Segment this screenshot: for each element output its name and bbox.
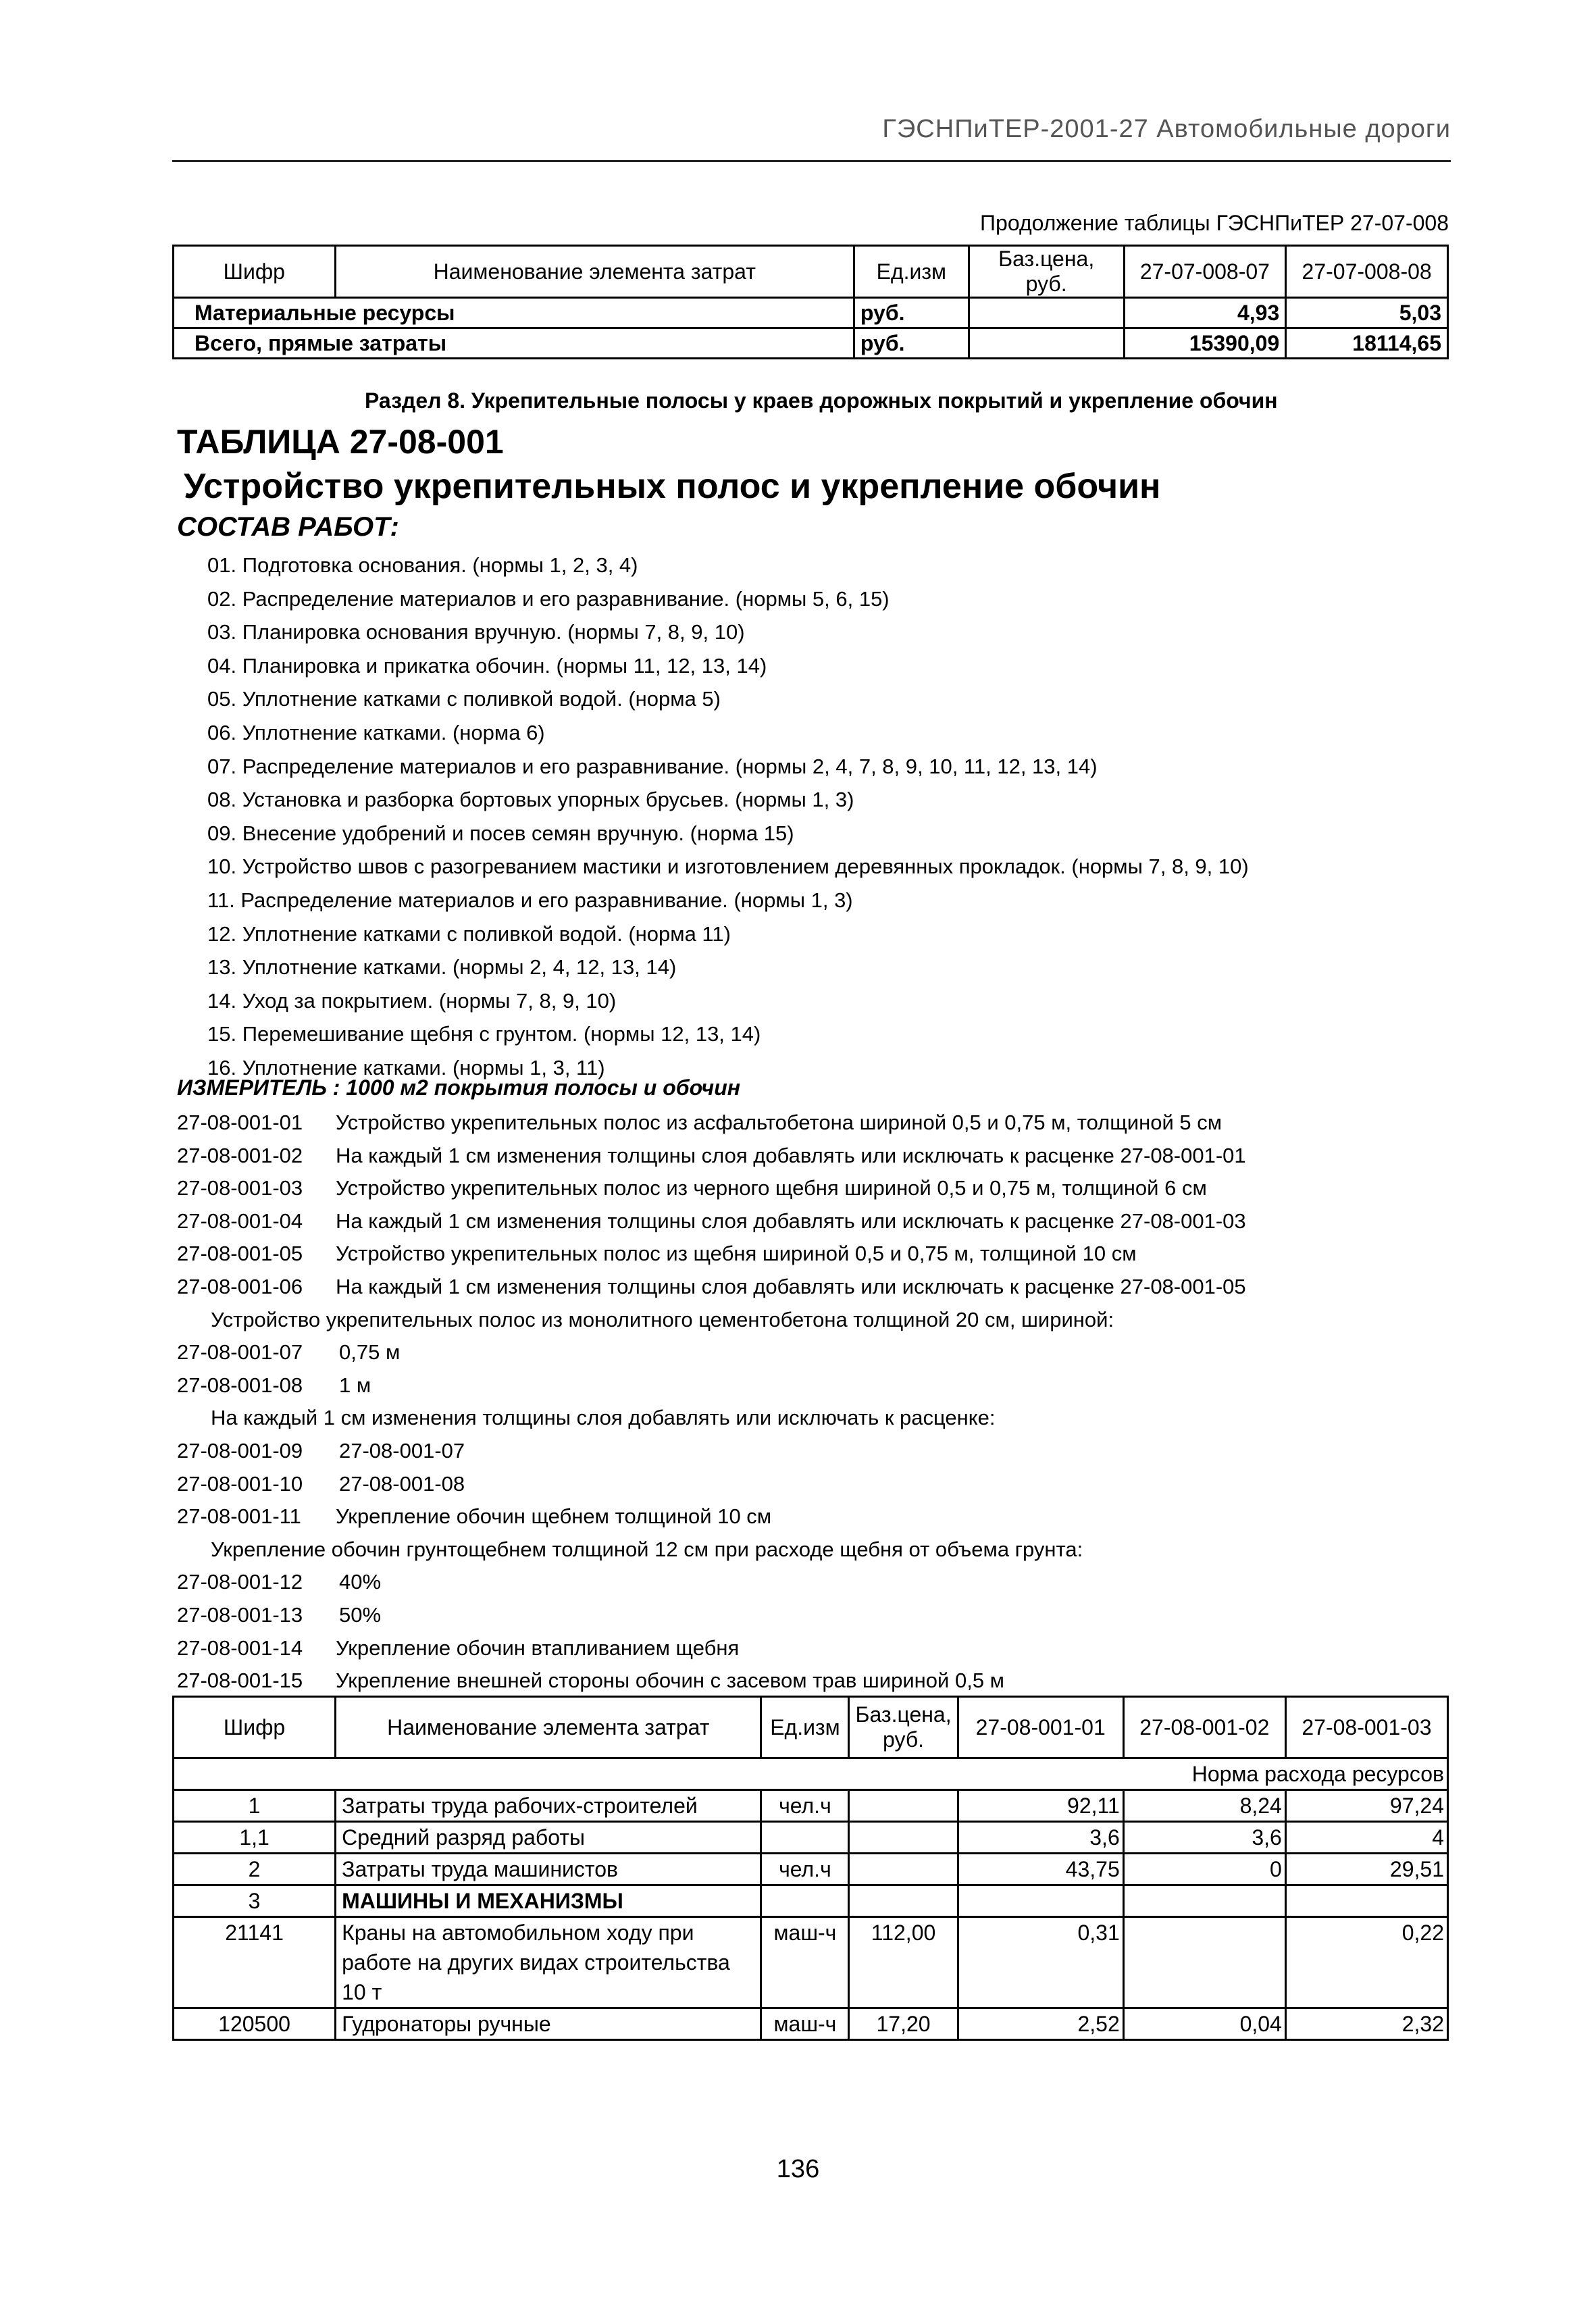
norm-description: На каждый 1 см изменения толщины слоя добавлять или исключать к расценке 27-08-001-01	[336, 1143, 1246, 1167]
norm-row	[177, 1271, 1246, 1304]
row-value: 2,52	[958, 2008, 1123, 2040]
norm-description: 27-08-001-07	[339, 1438, 465, 1463]
table-subtitle: Устройство укрепительных полос и укрепление обочин	[184, 467, 1161, 506]
norm-row	[177, 1468, 1246, 1501]
table-row	[174, 1885, 1448, 1917]
norm-description: На каждый 1 см изменения толщины слоя добавлять или исключать к расценке 27-08-001-03	[336, 1209, 1246, 1233]
page-number: 136	[776, 2155, 820, 2183]
header-cell: Ед.изм	[854, 246, 969, 298]
norm-row	[177, 1336, 1246, 1369]
row-value	[1123, 1917, 1285, 2008]
section-heading: Раздел 8. Укрепительные полосы у краев дорожных покрытий и укрепление обочин	[365, 388, 1278, 413]
work-item: 09. Внесение удобрений и посев семян вручную. (норма 15)	[207, 821, 794, 845]
row-value	[958, 1885, 1123, 1917]
top-table-header-row	[174, 246, 1448, 298]
work-item: 16. Уплотнение катками. (нормы 1, 3, 11)	[207, 1055, 605, 1079]
work-item: 10. Устройство швов с разогреванием мастики и изготовлением деревянных прокладок. (нормы 7, 8, 9, 10)	[207, 855, 1249, 879]
norm-code: 27-08-001-07	[177, 1340, 303, 1365]
norm-code: 27-08-001-03	[177, 1176, 303, 1200]
row-unit: чел.ч	[761, 1854, 849, 1885]
norm-description: Устройство укрепительных полос из черного щебня шириной 0,5 и 0,75 м, толщиной 6 см	[336, 1176, 1207, 1200]
row-label: Всего, прямые затраты	[174, 328, 854, 359]
resources-table	[172, 1696, 1449, 2041]
norm-code: 27-08-001-13	[177, 1602, 303, 1627]
row-value: 43,75	[958, 1854, 1123, 1885]
row-value: 5,03	[1286, 298, 1448, 328]
norm-code: 27-08-001-08	[177, 1373, 303, 1397]
work-item: 15. Перемешивание щебня с грунтом. (нормы 12, 13, 14)	[207, 1022, 761, 1046]
norm-code: 27-08-001-02	[177, 1143, 303, 1167]
norm-code: 27-08-001-14	[177, 1635, 303, 1660]
row-price	[969, 328, 1124, 359]
row-unit: маш-ч	[761, 1917, 849, 2008]
norm-description: Укрепление обочин втапливанием щебня	[336, 1635, 740, 1660]
work-item: 01. Подготовка основания. (нормы 1, 2, 3, 4)	[207, 553, 638, 577]
row-name: Средний разряд работы	[336, 1822, 761, 1854]
norm-row	[177, 1107, 1246, 1140]
work-item: 11. Распределение материалов и его разравнивание. (нормы 1, 3)	[207, 888, 853, 912]
row-name: МАШИНЫ И МЕХАНИЗМЫ	[336, 1885, 761, 1917]
work-item: 07. Распределение материалов и его разравнивание. (нормы 2, 4, 7, 8, 9, 10, 11, 12, 13, 14)	[207, 754, 1098, 778]
row-price	[849, 1885, 958, 1917]
table-title: ТАБЛИЦА 27-08-001	[177, 423, 504, 461]
row-value: 4,93	[1124, 298, 1286, 328]
table-row	[174, 1854, 1448, 1885]
norma-label: Норма расхода ресурсов	[174, 1758, 1448, 1790]
table-row	[174, 1790, 1448, 1822]
row-price	[969, 298, 1124, 328]
norm-code: 27-08-001-10	[177, 1471, 303, 1496]
norm-row	[177, 1435, 1246, 1468]
header-cell: Баз.цена, руб.	[849, 1697, 958, 1758]
row-name: Затраты труда рабочих-строителей	[336, 1790, 761, 1822]
norm-code: 27-08-001-06	[177, 1274, 303, 1298]
top-table	[172, 245, 1449, 359]
row-unit: руб.	[854, 328, 969, 359]
row-value: 18114,65	[1286, 328, 1448, 359]
work-item: 12. Уплотнение катками с поливкой водой. (норма 11)	[207, 921, 731, 946]
norm-code: 27-08-001-05	[177, 1242, 303, 1266]
table-row	[174, 1822, 1448, 1854]
row-value: 0,04	[1123, 2008, 1285, 2040]
row-unit: руб.	[854, 298, 969, 328]
norm-code: 27-08-001-11	[177, 1504, 301, 1529]
work-item: 14. Уход за покрытием. (нормы 7, 8, 9, 10)	[207, 988, 617, 1013]
row-price: 17,20	[849, 2008, 958, 2040]
row-value: 0,31	[958, 1917, 1123, 2008]
header-cell: 27-08-001-02	[1123, 1697, 1285, 1758]
work-item: 06. Уплотнение катками. (норма 6)	[207, 720, 545, 744]
header-cell: Наименование элемента затрат	[336, 1697, 761, 1758]
row-name: Гудронаторы ручные	[336, 2008, 761, 2040]
row-value: 0	[1123, 1854, 1285, 1885]
row-code: 2	[174, 1854, 336, 1885]
work-item: 02. Распределение материалов и его разравнивание. (нормы 5, 6, 15)	[207, 586, 890, 611]
table-row	[174, 328, 1448, 359]
norm-description: Устройство укрепительных полос из щебня шириной 0,5 и 0,75 м, толщиной 10 см	[336, 1242, 1137, 1266]
norm-description: Укрепление внешней стороны обочин с засевом трав шириной 0,5 м	[336, 1669, 1004, 1693]
norm-row	[177, 1140, 1246, 1173]
row-unit	[761, 1822, 849, 1854]
header-cell: Баз.цена, руб.	[969, 246, 1124, 298]
row-unit: маш-ч	[761, 2008, 849, 2040]
norm-description: 0,75 м	[339, 1340, 401, 1365]
works-heading: СОСТАВ РАБОТ:	[177, 512, 399, 542]
header-cell: Шифр	[174, 246, 336, 298]
row-code: 3	[174, 1885, 336, 1917]
row-label: Материальные ресурсы	[174, 298, 854, 328]
work-item: 05. Уплотнение катками с поливкой водой. (норма 5)	[207, 687, 721, 711]
row-name: Затраты труда машинистов	[336, 1854, 761, 1885]
row-value: 15390,09	[1124, 328, 1286, 359]
work-item: 03. Планировка основания вручную. (нормы 7, 8, 9, 10)	[207, 620, 745, 644]
row-value: 8,24	[1123, 1790, 1285, 1822]
norm-row	[177, 1566, 1246, 1599]
row-value: 97,24	[1285, 1790, 1447, 1822]
measure-unit: ИЗМЕРИТЕЛЬ : 1000 м2 покрытия полосы и обочин	[177, 1075, 741, 1100]
row-price	[849, 1822, 958, 1854]
row-price	[849, 1790, 958, 1822]
work-item: 13. Уплотнение катками. (нормы 2, 4, 12, 13, 14)	[207, 955, 677, 980]
norm-code: 27-08-001-04	[177, 1209, 303, 1233]
work-item: 04. Планировка и прикатка обочин. (нормы 11, 12, 13, 14)	[207, 653, 767, 678]
resources-header-row	[174, 1697, 1448, 1758]
header-cell: 27-08-001-03	[1285, 1697, 1447, 1758]
norm-row	[177, 1205, 1246, 1238]
norm-row	[177, 1172, 1246, 1205]
norm-description: 27-08-001-08	[339, 1471, 465, 1496]
row-value: 3,6	[1123, 1822, 1285, 1854]
running-header: ГЭСНПиТЕР-2001-27 Автомобильные дороги	[882, 115, 1451, 143]
work-item: 08. Установка и разборка бортовых упорных брусьев. (нормы 1, 3)	[207, 788, 854, 812]
row-value	[1285, 1885, 1447, 1917]
row-name: Краны на автомобильном ходу при работе на других видах строительства 10 т	[336, 1917, 761, 2008]
row-value: 0,22	[1285, 1917, 1447, 2008]
norm-row	[177, 1599, 1246, 1632]
norm-description: Укрепление обочин щебнем толщиной 10 см	[336, 1504, 772, 1529]
row-value	[1123, 1885, 1285, 1917]
row-price	[849, 1854, 958, 1885]
header-rule	[172, 160, 1451, 162]
norm-row	[177, 1632, 1246, 1665]
norm-row	[177, 1500, 1246, 1533]
row-code: 21141	[174, 1917, 336, 2008]
row-value: 3,6	[958, 1822, 1123, 1854]
row-code: 120500	[174, 2008, 336, 2040]
norm-description: Устройство укрепительных полос из асфальтобетона шириной 0,5 и 0,75 м, толщиной 5 см	[336, 1111, 1222, 1134]
norm-group-heading: Укрепление обочин грунтощебнем толщиной 12 см при расходе щебня от объема грунта:	[211, 1537, 1083, 1561]
header-cell: Наименование элемента затрат	[335, 246, 854, 298]
table-row	[174, 1917, 1448, 2008]
norm-row	[177, 1238, 1246, 1271]
norms-list	[177, 1107, 1246, 1698]
header-cell: Ед.изм	[761, 1697, 849, 1758]
norm-code: 27-08-001-09	[177, 1438, 303, 1463]
row-unit	[761, 1885, 849, 1917]
norm-description: На каждый 1 см изменения толщины слоя добавлять или исключать к расценке 27-08-001-05	[336, 1274, 1246, 1298]
table-continuation-caption: Продолжение таблицы ГЭСНПиТЕР 27-07-008	[980, 211, 1449, 235]
row-code: 1	[174, 1790, 336, 1822]
norm-group-heading: На каждый 1 см изменения толщины слоя добавлять или исключать к расценке:	[211, 1406, 996, 1430]
norm-code: 27-08-001-15	[177, 1669, 303, 1693]
row-value: 4	[1285, 1822, 1447, 1854]
table-row	[174, 298, 1448, 328]
row-unit: чел.ч	[761, 1790, 849, 1822]
header-cell: Шифр	[174, 1697, 336, 1758]
table-row	[174, 2008, 1448, 2040]
norm-description: 1 м	[339, 1373, 371, 1397]
norm-code: 27-08-001-01	[177, 1111, 303, 1134]
norm-row	[177, 1369, 1246, 1402]
header-cell: 27-07-008-07	[1124, 246, 1286, 298]
row-price: 112,00	[849, 1917, 958, 2008]
norm-code: 27-08-001-12	[177, 1570, 303, 1594]
header-cell: 27-08-001-01	[958, 1697, 1123, 1758]
norm-group-heading: Устройство укрепительных полос из монолитного цементобетона толщиной 20 см, шириной:	[211, 1307, 1114, 1331]
norm-description: 50%	[339, 1602, 382, 1627]
row-code: 1,1	[174, 1822, 336, 1854]
norm-row	[177, 1664, 1246, 1698]
norm-description: 40%	[339, 1570, 382, 1594]
row-value: 92,11	[958, 1790, 1123, 1822]
row-value: 29,51	[1285, 1854, 1447, 1885]
row-value: 2,32	[1285, 2008, 1447, 2040]
header-cell: 27-07-008-08	[1286, 246, 1448, 298]
norma-row	[174, 1758, 1448, 1790]
works-list	[207, 549, 1249, 1085]
